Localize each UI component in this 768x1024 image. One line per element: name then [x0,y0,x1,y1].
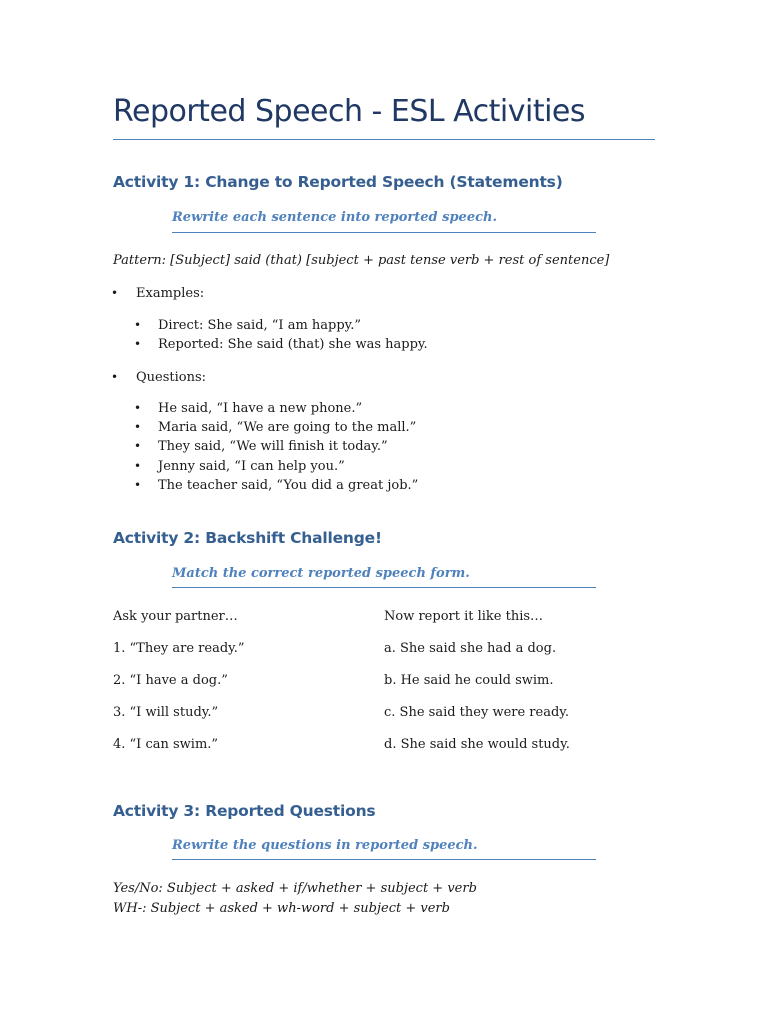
activity1-pattern: Pattern: [Subject] said (that) [subject + past tense verb + rest of sentence] [113,253,610,268]
examples-label: Examples: [136,286,205,301]
questions-label: Questions: [136,370,207,385]
bullet-marker: • [134,318,142,332]
activity3-instruction-rule [172,859,596,860]
activity1-instruction: Rewrite each sentence into reported speech. [172,210,497,225]
activity2-heading: Activity 2: Backshift Challenge! [113,529,382,547]
match-right-item: d. She said she would study. [384,737,570,752]
activity3-heading: Activity 3: Reported Questions [113,802,376,820]
bullet-marker: • [134,459,142,473]
example-item: Reported: She said (that) she was happy. [158,337,428,352]
match-left-item: 2. “I have a dog.” [113,673,228,688]
bullet-marker: • [134,478,142,492]
left-column-header: Ask your partner… [113,609,238,624]
bullet-marker: • [111,286,119,300]
yesno-pattern: Yes/No: Subject + asked + if/whether + subject + verb [113,881,477,896]
document-title: Reported Speech - ESL Activities [113,94,585,129]
example-item: Direct: She said, “I am happy.” [158,318,362,333]
bullet-marker: • [134,420,142,434]
question-item: Maria said, “We are going to the mall.” [158,420,417,435]
question-item: The teacher said, “You did a great job.” [158,478,419,493]
activity1-heading: Activity 1: Change to Reported Speech (Statements) [113,173,563,191]
match-right-item: c. She said they were ready. [384,705,570,720]
wh-pattern: WH-: Subject + asked + wh-word + subject + verb [113,901,450,916]
match-left-item: 4. “I can swim.” [113,737,219,752]
question-item: They said, “We will finish it today.” [158,439,388,454]
question-item: He said, “I have a new phone.” [158,401,363,416]
match-left-item: 1. “They are ready.” [113,641,245,656]
activity1-instruction-rule [172,232,596,233]
bullet-marker: • [134,401,142,415]
activity2-instruction-rule [172,587,596,588]
match-left-item: 3. “I will study.” [113,705,219,720]
right-column-header: Now report it like this… [384,609,544,624]
title-divider [113,139,655,140]
bullet-marker: • [134,337,142,351]
bullet-marker: • [111,370,119,384]
activity3-instruction: Rewrite the questions in reported speech. [172,838,478,853]
question-item: Jenny said, “I can help you.” [158,459,345,474]
match-right-item: a. She said she had a dog. [384,641,557,656]
activity2-instruction: Match the correct reported speech form. [172,566,470,581]
match-right-item: b. He said he could swim. [384,673,554,688]
bullet-marker: • [134,439,142,453]
